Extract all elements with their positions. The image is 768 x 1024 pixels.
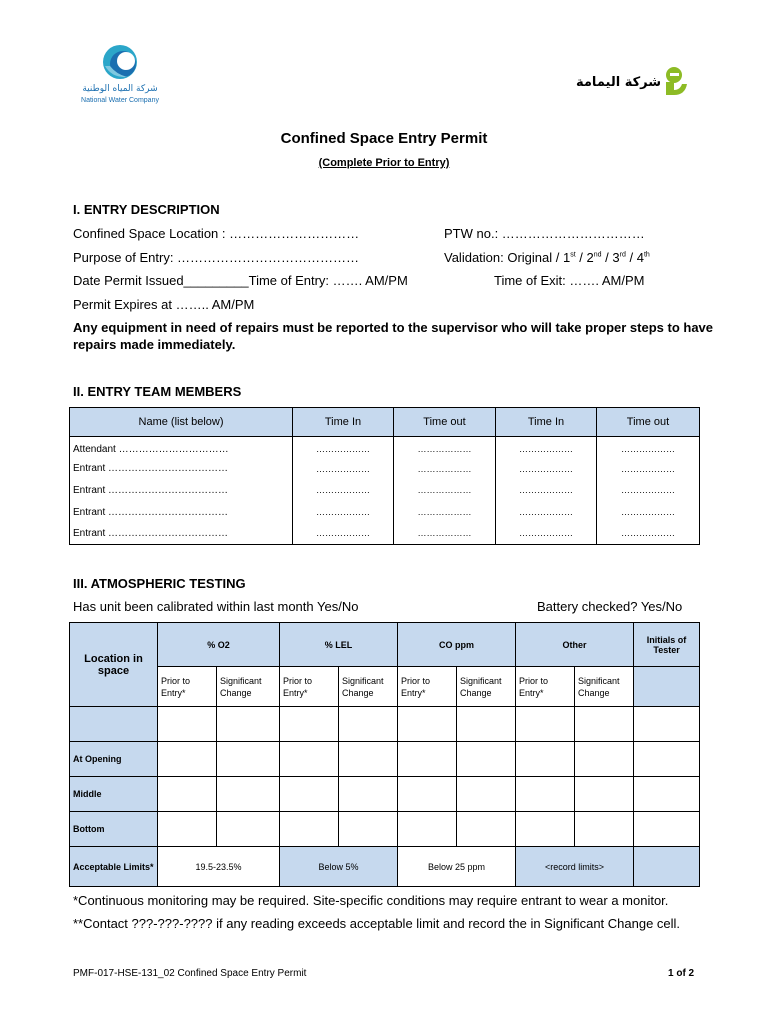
initials-subheader-cell (634, 667, 700, 707)
other-limit: <record limits> (516, 847, 634, 887)
time-cell[interactable]: ……………… (597, 437, 700, 459)
time-cell[interactable]: ……………… (394, 480, 496, 502)
reading-cell[interactable] (575, 742, 634, 777)
entrant-name-cell[interactable]: Entrant ……………………………… (70, 458, 293, 480)
significant-change-header: Significant Change (217, 667, 280, 707)
prior-to-entry-header: Prior to Entry* (516, 667, 575, 707)
time-cell[interactable]: ……………… (496, 437, 597, 459)
contact-note: **Contact ???-???-???? if any reading exceeds acceptable limit and record the in Significant Change cell. (73, 916, 681, 931)
row-label-bottom: Bottom (70, 812, 158, 847)
table-row (70, 458, 700, 480)
svg-text:National Water Company: National Water Company (81, 97, 159, 104)
repairs-warning-line-2: repairs made immediately. (73, 337, 236, 352)
column-header-time-in: Time In (293, 408, 394, 437)
column-header-name: Name (list below) (70, 408, 293, 437)
reading-cell[interactable] (280, 742, 339, 777)
reading-cell[interactable] (516, 777, 575, 812)
column-header-time-out: Time out (394, 408, 496, 437)
significant-change-header: Significant Change (457, 667, 516, 707)
reading-cell[interactable] (280, 812, 339, 847)
reading-cell[interactable] (398, 777, 457, 812)
reading-cell[interactable] (516, 707, 575, 742)
reading-cell[interactable] (575, 707, 634, 742)
o2-group-header: % O2 (158, 623, 280, 667)
time-of-exit-field: Time of Exit: ……. AM/PM (494, 273, 645, 288)
section-entry-team-heading: II. ENTRY TEAM MEMBERS (73, 384, 242, 399)
reading-cell[interactable] (457, 707, 516, 742)
co-limit: Below 25 ppm (398, 847, 516, 887)
atmospheric-testing-table (69, 622, 700, 887)
prior-to-entry-header: Prior to Entry* (280, 667, 339, 707)
reading-cell[interactable] (280, 707, 339, 742)
prior-to-entry-header: Prior to Entry* (158, 667, 217, 707)
significant-change-header: Significant Change (339, 667, 398, 707)
reading-cell[interactable] (516, 742, 575, 777)
time-cell[interactable]: ……………… (597, 501, 700, 523)
reading-cell[interactable] (516, 812, 575, 847)
reading-cell[interactable] (457, 812, 516, 847)
reading-cell[interactable] (158, 707, 217, 742)
reading-cell[interactable] (339, 777, 398, 812)
entry-team-table (69, 407, 700, 545)
time-cell[interactable]: ……………… (293, 480, 394, 502)
svg-text:شركة اليمامة: شركة اليمامة (576, 75, 662, 90)
significant-change-header: Significant Change (575, 667, 634, 707)
reading-cell[interactable] (339, 707, 398, 742)
al-yamama-company-logo (574, 64, 694, 98)
table-row (70, 480, 700, 502)
document-code: PMF-017-HSE-131_02 Confined Space Entry Permit (73, 968, 307, 979)
initials-cell[interactable] (634, 707, 700, 742)
reading-cell[interactable] (457, 742, 516, 777)
atm-table-header-row (70, 623, 700, 667)
table-row (70, 812, 700, 847)
lel-limit: Below 5% (280, 847, 398, 887)
reading-cell[interactable] (217, 742, 280, 777)
team-table-header-row (70, 408, 700, 437)
reading-cell[interactable] (575, 812, 634, 847)
time-cell[interactable]: ……………… (394, 523, 496, 545)
time-cell[interactable]: ……………… (597, 458, 700, 480)
calibration-question: Has unit been calibrated within last month Yes/No (73, 599, 359, 614)
acceptable-limits-row (70, 847, 700, 887)
co-ppm-group-header: CO ppm (398, 623, 516, 667)
table-row (70, 742, 700, 777)
time-cell[interactable]: ……………… (293, 501, 394, 523)
initials-cell[interactable] (634, 742, 700, 777)
atm-table-subheader-row (70, 667, 700, 707)
time-cell[interactable]: ……………… (293, 458, 394, 480)
time-cell[interactable]: ……………… (496, 480, 597, 502)
time-cell[interactable]: ……………… (293, 437, 394, 459)
lel-group-header: % LEL (280, 623, 398, 667)
page-number: 1 of 2 (668, 968, 695, 979)
time-cell[interactable]: ……………… (496, 458, 597, 480)
initials-of-tester-header: Initials of Tester (634, 623, 700, 667)
battery-question: Battery checked? Yes/No (537, 599, 683, 614)
national-water-company-logo (72, 44, 168, 108)
section-entry-description-heading: I. ENTRY DESCRIPTION (73, 202, 220, 217)
reading-cell[interactable] (280, 777, 339, 812)
reading-cell[interactable] (217, 777, 280, 812)
entrant-name-cell[interactable]: Entrant ……………………………… (70, 523, 293, 545)
column-header-time-out: Time out (597, 408, 700, 437)
repairs-warning-line-1: Any equipment in need of repairs must be reported to the supervisor who will take proper steps to have (73, 320, 714, 335)
row-label-middle: Middle (70, 777, 158, 812)
document-subtitle: (Complete Prior to Entry) (318, 157, 450, 169)
validation-field: Validation: Original / 1st / 2nd / 3rd / 4th (444, 250, 650, 265)
initials-cell[interactable] (634, 777, 700, 812)
table-row (70, 437, 700, 459)
attendant-name-cell[interactable]: Attendant …………………………… (70, 437, 293, 459)
initials-limit-cell (634, 847, 700, 887)
reading-cell[interactable] (575, 777, 634, 812)
other-group-header: Other (516, 623, 634, 667)
document-title: Confined Space Entry Permit (280, 130, 488, 147)
reading-cell[interactable] (158, 812, 217, 847)
o2-limit: 19.5-23.5% (158, 847, 280, 887)
entrant-name-cell[interactable]: Entrant ……………………………… (70, 480, 293, 502)
time-cell[interactable]: ……………… (394, 458, 496, 480)
row-label-acceptable-limits: Acceptable Limits* (70, 847, 158, 887)
date-permit-issued-field: Date Permit Issued_________Time of Entry: ……. AM/PM (73, 273, 408, 288)
reading-cell[interactable] (217, 812, 280, 847)
reading-cell[interactable] (398, 812, 457, 847)
permit-expires-field: Permit Expires at …….. AM/PM (73, 297, 255, 312)
time-cell[interactable]: ……………… (394, 437, 496, 459)
reading-cell[interactable] (158, 742, 217, 777)
entrant-name-cell[interactable]: Entrant ……………………………… (70, 501, 293, 523)
time-cell[interactable]: ……………… (597, 523, 700, 545)
row-label-at-opening: At Opening (70, 742, 158, 777)
time-cell[interactable]: ……………… (597, 480, 700, 502)
time-cell[interactable]: ……………… (496, 523, 597, 545)
ptw-number-field: PTW no.: …………………………… (444, 226, 645, 241)
time-cell[interactable]: ……………… (394, 501, 496, 523)
time-cell[interactable]: ……………… (293, 523, 394, 545)
table-row (70, 501, 700, 523)
row-label-blank (70, 707, 158, 742)
table-row (70, 523, 700, 545)
section-atmospheric-testing-heading: III. ATMOSPHERIC TESTING (73, 576, 246, 591)
location-in-space-header: Location in space (70, 623, 158, 707)
svg-text:شركة المياه الوطنية: شركة المياه الوطنية (82, 84, 158, 94)
reading-cell[interactable] (398, 742, 457, 777)
reading-cell[interactable] (339, 812, 398, 847)
column-header-time-in: Time In (496, 408, 597, 437)
reading-cell[interactable] (398, 707, 457, 742)
reading-cell[interactable] (158, 777, 217, 812)
reading-cell[interactable] (457, 777, 516, 812)
purpose-of-entry-field: Purpose of Entry: …………………………………… (73, 250, 360, 265)
reading-cell[interactable] (339, 742, 398, 777)
confined-space-location-field: Confined Space Location : ………………………… (73, 226, 360, 241)
table-row (70, 707, 700, 742)
table-row (70, 777, 700, 812)
monitoring-note: *Continuous monitoring may be required. Site-specific conditions may require entrant to wear a monitor. (73, 893, 669, 908)
time-cell[interactable]: ……………… (496, 501, 597, 523)
initials-cell[interactable] (634, 812, 700, 847)
prior-to-entry-header: Prior to Entry* (398, 667, 457, 707)
reading-cell[interactable] (217, 707, 280, 742)
